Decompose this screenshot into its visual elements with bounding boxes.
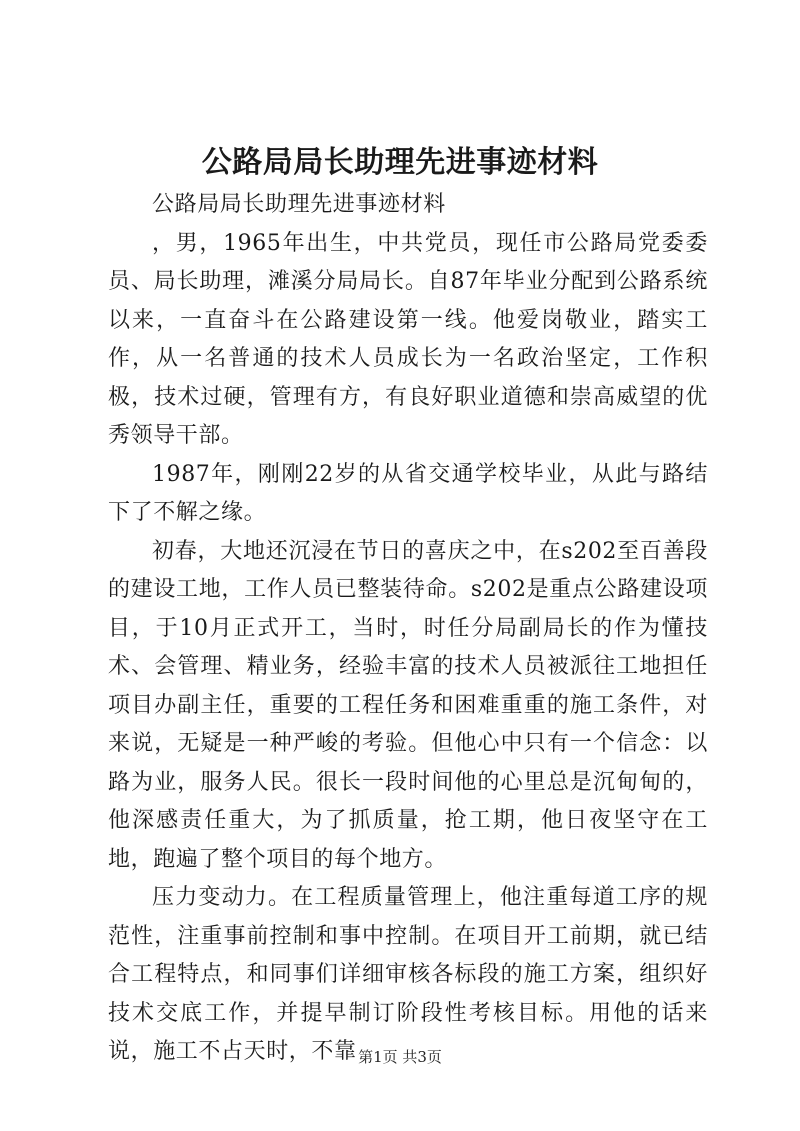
intro-paragraph: ，男，1965年出生，中共党员，现任市公路局党委委员、局长助理，滩溪分局局长。自87年毕业分配到公路系统以来，一直奋斗在公路建设第一线。他爱岗敬业，踏实工作，从一名普通的技术人员成长为一名政治坚定，工作积极，技术过硬，管理有方，有良好职业道德和崇高威望的优秀领导干部。 <box>108 230 708 448</box>
subtitle-paragraph: 公路局局长助理先进事迹材料 <box>152 192 446 217</box>
quality-paragraph: 压力变动力。在工程质量管理上，他注重每道工序的规范性，注重事前控制和事中控制。在项目开工前期，就已结合工程特点，和同事们详细审核各标段的施工方案，组织好技术交底工作，并提早制订阶段性考核目标。用他的话来说，施工不占天时，不靠 <box>108 885 708 1064</box>
graduation-paragraph: 1987年，刚刚22岁的从省交通学校毕业，从此与路结下了不解之缘。 <box>108 461 708 525</box>
document-title: 公路局局长助理先进事迹材料 <box>201 145 599 180</box>
document-body <box>108 186 708 1072</box>
page-footer: 第1页 共3页 <box>358 1048 442 1066</box>
construction-paragraph: 初春，大地还沉浸在节日的喜庆之中，在s202至百善段的建设工地，工作人员已整装待命。s202是重点公路建设项目，于10月正式开工，当时，时任分局副局长的作为懂技术、会管理、精业务，经验丰富的技术人员被派往工地担任项目办副主任，重要的工程任务和困难重重的施工条件，对来说，无疑是一种严峻的考验。但他心中只有一个信念：以路为业，服务人民。很长一段时间他的心里总是沉甸甸的，他深感责任重大，为了抓质量，抢工期，他日夜坚守在工地，跑遍了整个项目的每个地方。 <box>108 538 708 872</box>
